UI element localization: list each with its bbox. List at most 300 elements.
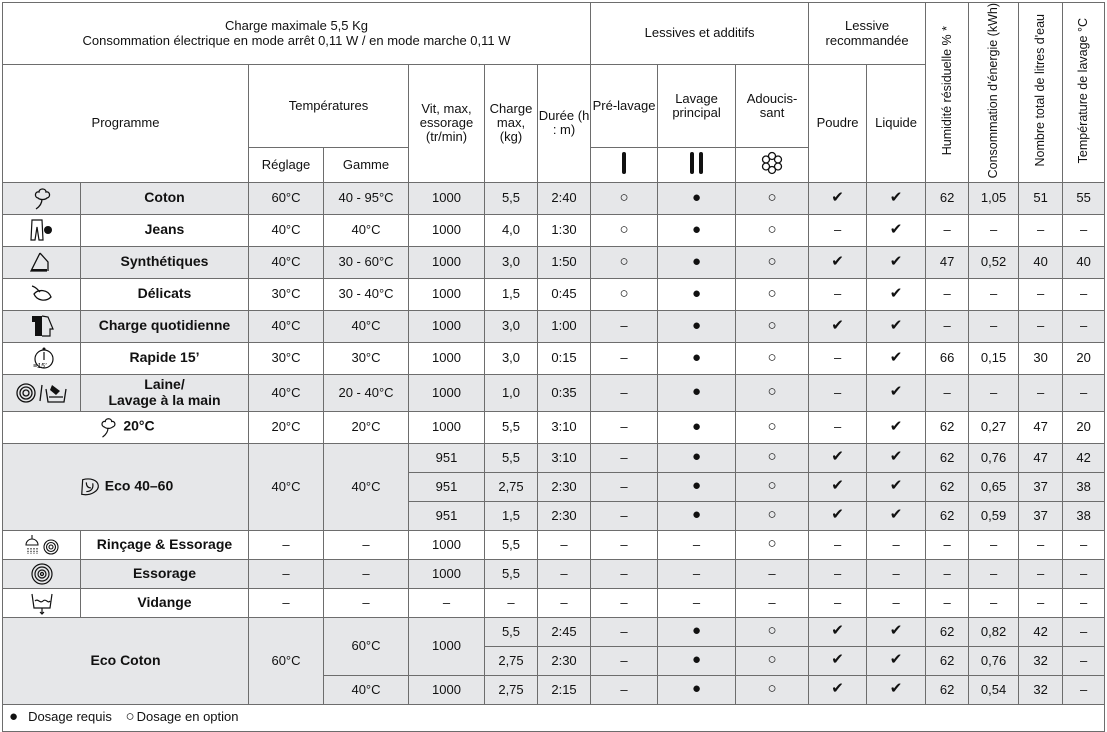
cell-text: 0,76 [980,652,1007,668]
cell-text: – [989,222,998,238]
prelavage-header: Pré-lavage [591,65,658,148]
cell-principal [658,182,736,214]
cell-temperature [1063,443,1105,472]
cell-prelavage [591,559,658,588]
cell-text: 0,65 [980,478,1007,494]
cell-text: ● [692,220,702,238]
cell-icon [3,443,249,530]
cell-consommation [969,278,1019,310]
cell-text: ✔ [831,680,844,698]
cell-prelavage [591,411,658,443]
cell-text: – [442,594,451,610]
cell-adoucissant [736,559,809,588]
cell-reglage [249,374,324,411]
svg-text:≡15’: ≡15’ [32,363,46,371]
charge-header: Charge max, (kg) [485,65,538,183]
cell-poudre [809,411,867,443]
cell-consommation [969,374,1019,411]
cell-eau [1019,182,1063,214]
cell-humidite [926,374,969,411]
cell-text: – [692,565,701,581]
cell-poudre [809,374,867,411]
cell-adoucissant [736,472,809,501]
cell-humidite [926,559,969,588]
cell-reglage [249,182,324,214]
cell-charge [485,342,538,374]
cell-charge [485,182,538,214]
cell-text: Vidange [137,593,192,610]
cell-consommation [969,559,1019,588]
cell-text: Rinçage & Essorage [96,535,233,552]
cell-liquide [867,617,926,646]
wool-handwash-icon [3,374,81,411]
cell-text: 42 [1033,623,1048,639]
cell-eau [1019,443,1063,472]
cell-text: 47 [1033,449,1048,465]
cell-gamme [324,559,409,588]
cell-text: 20 - 40°C [338,384,394,400]
cell-text: 37 [1033,507,1048,523]
cell-text: ○ [619,284,629,302]
cell-reglage [249,342,324,374]
cell-text: 2:30 [551,478,577,494]
cell-text: ○ [767,448,777,466]
cell-text: 951 [435,478,458,494]
cell-duree [538,182,591,214]
cell-text: 1000 [432,222,461,238]
table-row [3,374,1105,411]
cell-text: – [943,384,951,400]
cell-poudre [809,472,867,501]
cell-text: ✔ [889,622,903,640]
cell-text: – [768,565,776,581]
cell-charge [485,501,538,530]
cell-text: – [1079,536,1088,552]
cell-text: 0:15 [551,350,577,366]
cell-text: ✔ [831,477,844,495]
cell-text: 1000 [432,419,461,435]
reglage-header: Réglage [249,147,324,182]
cell-programme [81,588,249,617]
table-row [3,246,1105,278]
cell-programme [81,559,249,588]
cell-text: – [1036,565,1045,581]
consommation-header [969,3,1019,183]
cell-text: 30 - 60°C [338,254,394,270]
cell-liquide [867,559,926,588]
cotton-icon [96,418,123,434]
cell-prelavage [591,342,658,374]
cell-text: ● [692,252,702,270]
cell-poudre [809,443,867,472]
cell-prelavage [591,530,658,559]
cell-temperature [1063,374,1105,411]
table-row [3,411,1105,443]
cell-consommation [969,646,1019,675]
cell-text: ○ [619,252,629,270]
cell-temperature [1063,530,1105,559]
cell-duree [538,675,591,704]
eau-label: Nombre total de litres d'eau [1033,14,1048,167]
cell-text: – [1036,536,1045,552]
cell-liquide [867,214,926,246]
cell-gamme [324,617,409,675]
cell-text: 40°C [351,681,381,697]
cell-charge [485,310,538,342]
table-row [3,617,1105,646]
cell-text: – [282,565,290,581]
cell-principal [658,411,736,443]
cell-text: 30°C [351,350,381,366]
cell-text: ✔ [889,316,903,334]
cell-eau [1019,530,1063,559]
cell-prelavage [591,246,658,278]
cell-text: Délicats [137,285,192,302]
cell-text: ○ [767,348,777,366]
cell-temperature [1063,278,1105,310]
cell-liquide [867,501,926,530]
cell-consommation [969,246,1019,278]
cell-text: 1,05 [980,190,1007,206]
cell-text: 62 [939,652,955,668]
cell-programme [81,182,249,214]
cell-liquide [867,472,926,501]
cell-text: ✔ [831,188,844,206]
cell-text: 62 [939,681,955,697]
cell-programme [81,278,249,310]
humidite-header [926,3,969,183]
cell-text: Jeans [144,221,185,238]
cell-humidite [926,443,969,472]
cell-text: – [943,318,951,334]
cell-text: ○ [767,477,777,495]
vitesse-header: Vit, max, essorage (tr/min) [409,65,485,183]
cell-text: 30 [1033,350,1048,366]
cell-programme [81,342,249,374]
cell-text: 1000 [432,318,461,334]
cell-humidite [926,278,969,310]
cell-text: – [892,565,900,581]
cell-liquide [867,411,926,443]
cell-vitesse [409,559,485,588]
cell-text: 0,27 [980,419,1007,435]
cell-text: – [1036,318,1045,334]
cell-charge [485,214,538,246]
cell-poudre [809,342,867,374]
cell-charge [485,675,538,704]
temperature-label: Température de lavage °C [1076,18,1091,164]
cell-gamme [324,214,409,246]
cell-text: 40 [1033,254,1048,270]
cell-duree [538,310,591,342]
cell-principal [658,646,736,675]
cell-text: ✔ [889,220,903,238]
cell-text: 60°C [271,190,301,206]
eau-header [1019,3,1063,183]
cell-humidite [926,646,969,675]
cell-poudre [809,675,867,704]
cell-text: ✔ [889,348,903,366]
cell-consommation [969,588,1019,617]
cell-reglage [249,530,324,559]
cell-text: – [620,384,628,400]
cell-temperature [1063,559,1105,588]
cell-liquide [867,675,926,704]
cell-eau [1019,675,1063,704]
cell-text: – [1079,652,1088,668]
compartment-1-icon [591,147,658,182]
cell-text: 1000 [432,254,461,270]
cell-text: 951 [435,507,458,523]
cell-text: 40°C [271,222,301,238]
cell-text: ○ [767,284,777,302]
cell-text: 30 - 40°C [338,286,394,302]
cell-prelavage [591,214,658,246]
cell-text: ● [692,383,702,401]
table-row [3,342,1105,374]
cell-text: ✔ [831,316,844,334]
cell-adoucissant [736,530,809,559]
cell-text: 47 [939,254,955,270]
cell-text: 30°C [271,350,301,366]
cell-text: – [620,565,628,581]
cell-text: 40°C [271,318,301,334]
cell-text: ✔ [889,383,903,401]
cell-text: ● [692,448,702,466]
cell-text: ○ [767,220,777,238]
cell-text: 62 [939,478,955,494]
cell-liquide [867,182,926,214]
cell-reglage [249,588,324,617]
cell-eau [1019,501,1063,530]
cell-temperature [1063,646,1105,675]
cell-liquide [867,246,926,278]
cell-adoucissant [736,246,809,278]
humidite-label: Humidité résiduelle % * [939,26,954,156]
cell-principal [658,559,736,588]
cell-duree [538,617,591,646]
table-row [3,588,1105,617]
cell-duree [538,443,591,472]
cell-eau [1019,646,1063,675]
cell-vitesse [409,411,485,443]
cell-text: ○ [619,220,629,238]
drain-icon [3,588,81,617]
cell-text: 47 [1033,419,1048,435]
cell-humidite [926,501,969,530]
cell-text: – [620,350,628,366]
table-row [3,278,1105,310]
cell-liquide [867,374,926,411]
cell-text: ● [692,680,702,698]
poudre-header: Poudre [809,65,867,183]
cell-text: – [892,536,900,552]
cell-text: 2:30 [551,652,577,668]
cell-text: Eco 40–60 [104,477,174,494]
cell-adoucissant [736,443,809,472]
cell-prelavage [591,617,658,646]
table-row [3,214,1105,246]
cell-text: ✔ [889,651,903,669]
legend-required: Dosage requis [28,709,112,725]
cell-text: Synthétiques [120,253,209,270]
cell-icon [3,411,249,443]
rapid-15-icon [3,342,81,374]
cell-consommation [969,675,1019,704]
cell-poudre [809,278,867,310]
cell-charge [485,374,538,411]
cell-text: – [989,536,998,552]
cell-duree [538,278,591,310]
cell-temperature [1063,310,1105,342]
cell-text: 62 [939,419,955,435]
cell-humidite [926,310,969,342]
cell-text: – [507,594,515,610]
cell-poudre [809,214,867,246]
cell-text: 20°C [271,419,301,435]
cell-text: 20 [1076,419,1091,435]
cell-duree [538,646,591,675]
cell-text: ✔ [831,448,844,466]
cell-text: ✔ [889,188,903,206]
cell-text: Rapide 15’ [129,349,200,366]
cell-text: – [560,594,568,610]
cell-eau [1019,559,1063,588]
cell-text: 0,82 [980,623,1007,639]
cell-duree [538,530,591,559]
cell-text: 0,59 [980,507,1007,523]
cell-text: ✔ [889,506,903,524]
cell-programme [81,310,249,342]
cell-adoucissant [736,501,809,530]
temperatures-header: Températures [249,65,409,148]
cell-adoucissant [736,588,809,617]
cell-text: – [833,384,842,400]
cell-text: – [620,623,628,639]
cell-programme [81,374,249,411]
legend [3,704,1105,731]
cell-text: – [943,286,951,302]
cell-text: 1000 [432,681,461,697]
cell-reglage [249,559,324,588]
adoucissant-header: Adoucis-sant [736,65,809,148]
cell-text: – [1079,286,1088,302]
lessives-header: Lessives et additifs [591,3,809,65]
cell-programme [81,246,249,278]
cell-text: 951 [435,449,458,465]
cell-gamme [324,310,409,342]
cell-text: ● [692,622,702,640]
cell-poudre [809,530,867,559]
cell-text: ● [692,417,702,435]
cell-text: 1000 [432,384,461,400]
delicates-icon [3,278,81,310]
cell-text: – [282,594,290,610]
cell-text: – [833,222,842,238]
liquide-header: Liquide [867,65,926,183]
cell-text: 2:45 [551,623,577,639]
cell-text: ● [692,316,702,334]
cell-adoucissant [736,411,809,443]
cell-poudre [809,588,867,617]
daily-load-icon [3,310,81,342]
cell-text: 1000 [432,350,461,366]
cell-text: ✔ [889,477,903,495]
required-symbol: ● [9,708,19,726]
cell-text: – [1036,286,1045,302]
cell-text: – [1036,594,1045,610]
cell-text: ● [692,284,702,302]
cell-text: ✔ [831,506,844,524]
cell-text: 0:45 [551,286,577,302]
cell-text: ✔ [889,680,903,698]
cell-principal [658,472,736,501]
cell-charge [485,559,538,588]
cell-programme [81,530,249,559]
cell-text: 40°C [351,318,381,334]
cell-prelavage [591,501,658,530]
cell-text: 1:00 [551,318,577,334]
cell-text: 1:50 [551,254,577,270]
cell-consommation [969,617,1019,646]
cell-text: ✔ [889,417,903,435]
cell-text: 3,0 [501,350,521,366]
cell-temperature [1063,246,1105,278]
cell-text: – [1036,384,1045,400]
cell-reglage [249,310,324,342]
cell-humidite [926,182,969,214]
cell-consommation [969,472,1019,501]
cell-text: Essorage [132,564,197,581]
cell-consommation [969,411,1019,443]
optional-symbol: ○ [125,708,135,726]
cell-text: 40°C [351,478,381,494]
cell-text: ○ [767,622,777,640]
cell-text: 40°C [271,384,301,400]
cell-principal [658,588,736,617]
cell-poudre [809,182,867,214]
cell-vitesse [409,617,485,675]
cell-text: ○ [767,188,777,206]
cell-humidite [926,675,969,704]
cell-text: 40°C [351,222,381,238]
cell-liquide [867,310,926,342]
cell-vitesse [409,472,485,501]
cell-adoucissant [736,182,809,214]
cell-charge [485,530,538,559]
cell-text: – [620,681,628,697]
cell-icon [3,617,249,704]
cell-text: 3:10 [551,449,577,465]
cell-charge [485,246,538,278]
cell-text: 30°C [271,286,301,302]
cell-poudre [809,559,867,588]
cell-temperature [1063,472,1105,501]
cell-text: – [1036,222,1045,238]
cell-text: Laine/ Lavage à la main [108,376,221,408]
cell-text: 2,75 [498,681,524,697]
cell-text: – [1079,681,1088,697]
cell-text: – [989,565,998,581]
cell-vitesse [409,214,485,246]
cell-eau [1019,342,1063,374]
cell-temperature [1063,182,1105,214]
cell-prelavage [591,646,658,675]
cell-text: ✔ [831,651,844,669]
eco-icon [78,477,105,493]
cell-humidite [926,588,969,617]
cell-text: 40 - 95°C [338,190,394,206]
